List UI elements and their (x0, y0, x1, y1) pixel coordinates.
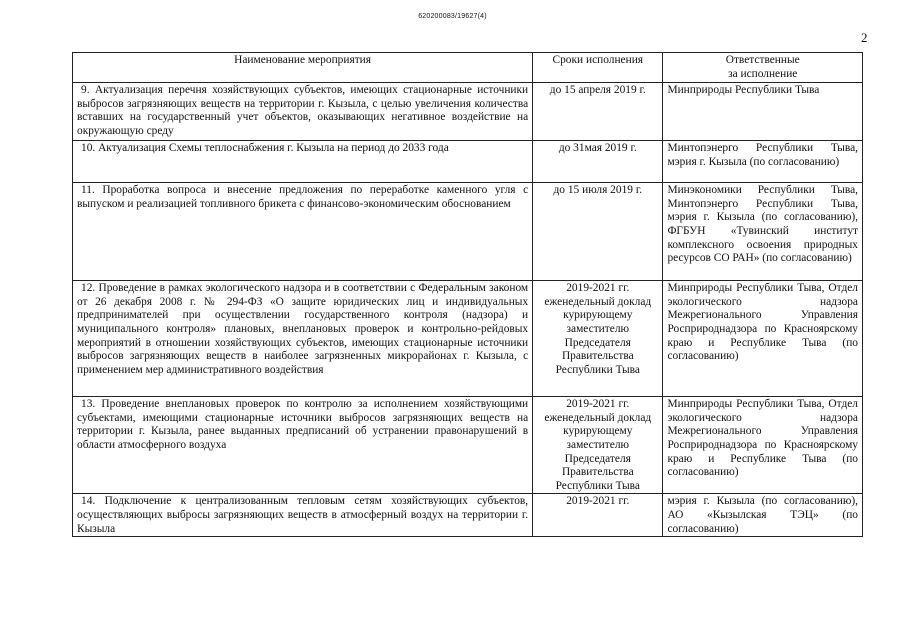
table-row (73, 281, 863, 397)
column-header-responsible: Ответственные за исполнение (663, 53, 863, 83)
measure-responsible: Минприроды Республики Тыва, Отдел экологического надзора Межрегионального Управления Росприроднадзора по Красноярскому краю и Республике Тыва (по согласованию) (663, 397, 863, 494)
measure-responsible: Минприроды Республики Тыва, Отдел экологического надзора Межрегионального Управления Росприроднадзора по Красноярскому краю и Республике Тыва (по согласованию) (663, 281, 863, 397)
measure-name: 13. Проведение внеплановых проверок по контролю за исполнением хозяйствующими субъектами, имеющими стационарные источники выбросов загрязняющих веществ на территории г. Кызыла, ранее выданных предписаний об устранении правонарушений в области атмосферного воздуха (73, 397, 533, 494)
table-header-row (73, 53, 863, 83)
measure-responsible: Минприроды Республики Тыва (663, 83, 863, 141)
column-header-name: Наименование мероприятия (73, 53, 533, 83)
measure-name: 11. Проработка вопроса и внесение предложения по переработке каменного угля с выпуском и реализацией топливного брикета с финансово-экономическим обоснованием (73, 183, 533, 281)
measure-name: 10. Актуализация Схемы теплоснабжения г. Кызыла на период до 2033 года (73, 141, 533, 183)
measure-term: 2019-2021 гг. еженедельный доклад курирующему заместителю Председателя Правительства Республики Тыва (533, 397, 663, 494)
column-header-term: Сроки исполнения (533, 53, 663, 83)
measure-responsible: Минэкономики Республики Тыва, Минтопэнерго Республики Тыва, мэрия г. Кызыла (по согласованию), ФГБУН «Тувинский институт комплексного освоения природных ресурсов СО РАН» (по согласованию) (663, 183, 863, 281)
measure-term: до 31мая 2019 г. (533, 141, 663, 183)
document-id: 620200083/19627(4) (418, 13, 487, 20)
table-row (73, 397, 863, 494)
measure-responsible: Минтопэнерго Республики Тыва, мэрия г. Кызыла (по согласованию) (663, 141, 863, 183)
measure-responsible: мэрия г. Кызыла (по согласованию), АО «Кызылская ТЭЦ» (по согласованию) (663, 494, 863, 537)
measure-name: 12. Проведение в рамках экологического надзора и в соответствии с Федеральным законом от 26 декабря 2008 г. № 294-ФЗ «О защите юридических лиц и индивидуальных предпринимателей при осуществлении государственного контроля (надзора) и муниципального контроля» плановых, внеплановых проверок и контрольно-рейдовых мероприятий в отношении хозяйствующих субъектов, имеющих стационарные источники выбросов загрязняющих веществ в наиболее загрязненных микрорайонах г. Кызыла, с применением мер административного воздействия (73, 281, 533, 397)
measure-term: до 15 июля 2019 г. (533, 183, 663, 281)
measure-term: до 15 апреля 2019 г. (533, 83, 663, 141)
page-number: 2 (861, 30, 868, 45)
measure-term: 2019-2021 гг. еженедельный доклад курирующему заместителю Председателя Правительства Республики Тыва (533, 281, 663, 397)
measure-term: 2019-2021 гг. (533, 494, 663, 537)
measure-name: 9. Актуализация перечня хозяйствующих субъектов, имеющих стационарные источники выбросов загрязняющих веществ на территории г. Кызыла, с целью увеличения количества вставших на государственный учет объектов, оказывающих негативное воздействие на окружающую среду (73, 83, 533, 141)
measure-name: 14. Подключение к централизованным тепловым сетям хозяйствующих субъектов, осуществляющих выбросы загрязняющих веществ в атмосферный воздух на территории г. Кызыла (73, 494, 533, 537)
table-row (73, 83, 863, 141)
action-plan-table (72, 52, 863, 537)
table-row (73, 141, 863, 183)
table-row (73, 183, 863, 281)
table-row (73, 494, 863, 537)
